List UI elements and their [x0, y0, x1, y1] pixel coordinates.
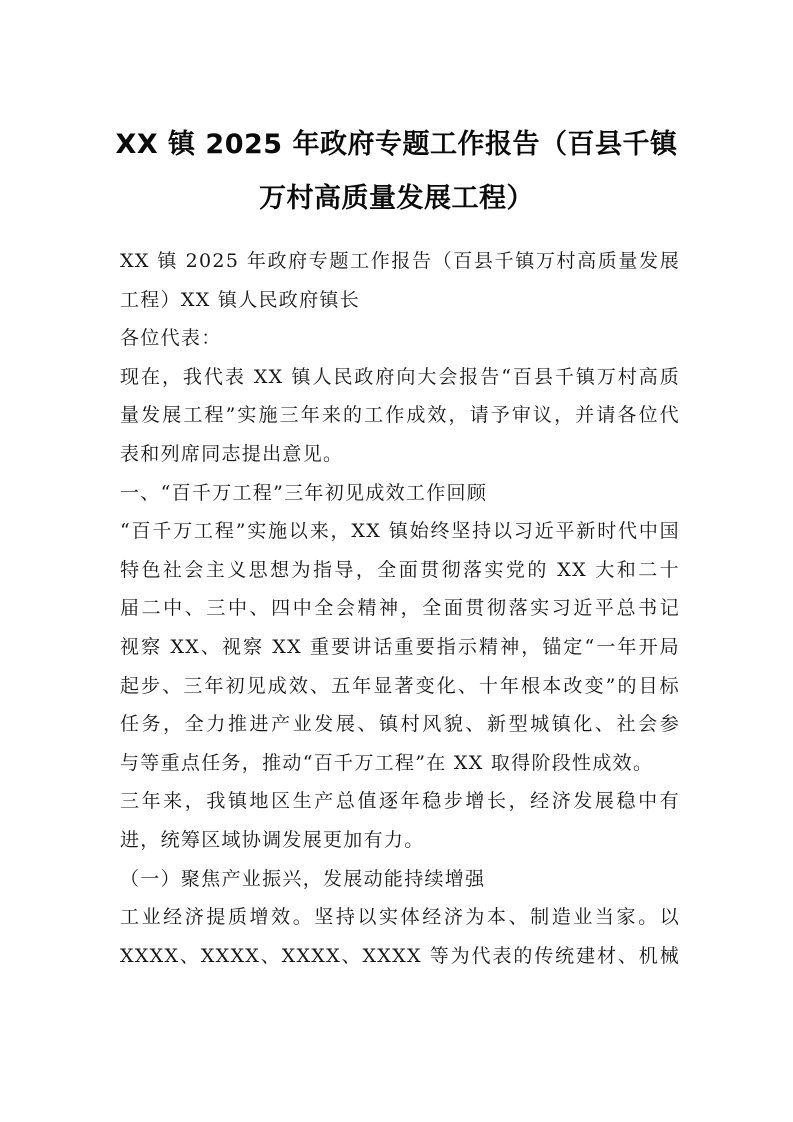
text-line: 三年来，我镇地区生产总值逐年稳步增长，经济发展稳中有: [120, 790, 680, 813]
paragraph-review: [120, 512, 680, 782]
text-line: 工业经济提质增效。坚持以实体经济为本、制造业当家。以: [120, 906, 680, 929]
text-line: 各位代表：: [120, 327, 222, 350]
text-line: （一）聚焦产业振兴，发展动能持续增强: [120, 867, 486, 890]
text-line: XX 镇 2025 年政府专题工作报告（百县千镇万村高质量发展: [120, 250, 680, 272]
text-line: “百千万工程”实施以来，XX 镇始终坚持以习近平新时代中国: [120, 520, 680, 543]
text-line: XXXX、XXXX、XXXX、XXXX 等为代表的传统建材、机械: [120, 944, 680, 967]
text-line: 一、“百千万工程”三年初见成效工作回顾: [120, 481, 488, 504]
text-line: 届二中、三中、四中全会精神，全面贯彻落实习近平总书记: [120, 597, 680, 620]
paragraph-industry: [120, 898, 680, 975]
text-line: 任务，全力推进产业发展、镇村风貌、新型城镇化、社会参: [120, 713, 680, 736]
document-title-line-2: 万村高质量发展工程）: [259, 183, 534, 214]
text-line: 与等重点任务，推动“百千万工程”在 XX 取得阶段性成效。: [120, 751, 654, 774]
text-line: 起步、三年初见成效、五年显著变化、十年根本改变”的目标: [120, 674, 680, 697]
text-line: 特色社会主义思想为指导，全面贯彻落实党的 XX 大和二十: [120, 558, 680, 581]
text-line: 量发展工程”实施三年来的工作成效，请予审议，并请各位代: [120, 404, 680, 427]
text-line: 工程）XX 镇人民政府镇长: [120, 288, 360, 311]
paragraph-salutation: [120, 319, 680, 358]
section-heading-1: [120, 474, 680, 513]
text-line: 进，统筹区域协调发展更加有力。: [120, 828, 425, 851]
document-title-line-1: XX 镇 2025 年政府专题工作报告（百县千镇: [115, 129, 678, 160]
paragraph-intro: [120, 358, 680, 474]
paragraph-subtitle: [120, 242, 680, 319]
document-body: [120, 242, 680, 975]
text-line: 表和列席同志提出意见。: [120, 442, 344, 465]
text-line: 视察 XX、视察 XX 重要讲话重要指示精神，锚定“一年开局: [120, 635, 680, 658]
section-heading-sub-1: [120, 860, 680, 899]
paragraph-growth: [120, 782, 680, 859]
text-line: 现在，我代表 XX 镇人民政府向大会报告“百县千镇万村高质: [120, 365, 680, 388]
